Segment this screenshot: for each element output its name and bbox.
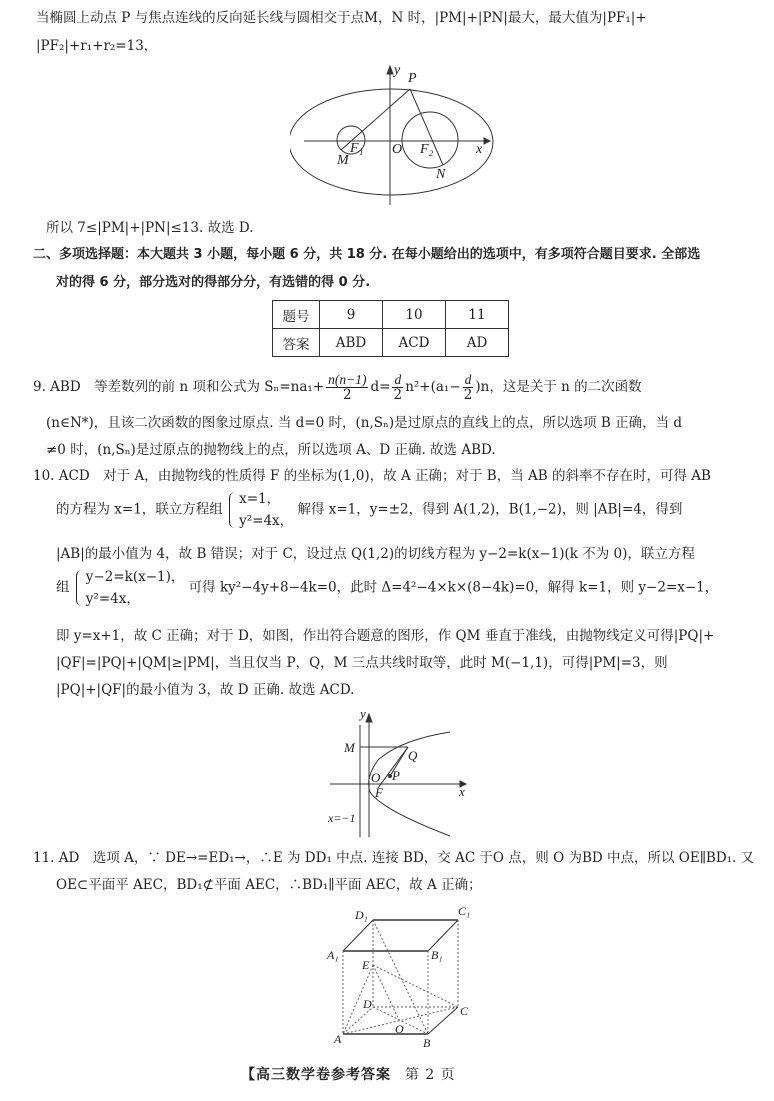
q9-line-3: ≠0 时，(n,Sₙ)是过原点的抛物线上的点，所以选项 A、D 正确. 故选 ABD. (46, 442, 496, 458)
fraction-d-over-2-b: $\frac{d}{2}$ (463, 372, 473, 403)
question-11: 11 (446, 301, 509, 329)
table-row-questions (273, 301, 509, 329)
y-arrow (366, 714, 372, 722)
label-x: x (476, 142, 483, 157)
seg-ec (373, 965, 458, 1007)
edge-bc (428, 1007, 458, 1034)
section-title-line-1: 二、多项选择题：本大题共 3 小题，每小题 6 分，共 18 分. 在每小题给出的选项中，有多项符合题目要求. 全部选 (33, 247, 701, 262)
edge-ad (343, 1007, 373, 1034)
label-c1: C₁ (458, 904, 471, 918)
equation-system-1: x=1， y²=4x， (227, 488, 293, 532)
label-f1: F₁ (350, 141, 364, 156)
question-9: 9 (320, 301, 383, 329)
label-m: M (337, 153, 349, 168)
answer-11: AD (446, 329, 509, 357)
q9-text-mid1: d= (370, 379, 391, 395)
edge-a1d1 (343, 920, 373, 951)
footer-title: 【高三数学卷参考答案 (241, 1067, 391, 1083)
x-arrow (484, 138, 490, 144)
question-10: 10 (383, 301, 446, 329)
q10-text-a: 的方程为 x=1，联立方程组 (56, 501, 223, 518)
q10-line-7: |PQ|+|QF|的最小值为 3，故 D 正确. 故选 ACD. (56, 682, 355, 698)
row-header-answer: 答案 (273, 329, 320, 357)
q10-text-c: 组 (56, 579, 70, 596)
fraction-d-over-2: $\frac{d}{2}$ (393, 372, 403, 403)
q11-line-2: OE⊂平面平 AEC，BD₁⊄平面 AEC，∴BD₁∥平面 AEC，故 A 正确； (56, 877, 482, 893)
section-title-line-2: 对的得 6 分，部分选对的得部分分，有选错的得 0 分. (56, 275, 371, 290)
label-d1: D₁ (355, 908, 368, 922)
label-n: N (436, 167, 446, 182)
label-q: Q (408, 748, 418, 763)
ellipse-figure (290, 60, 510, 210)
q10-line-4 (56, 566, 718, 610)
label-b: B (423, 1036, 431, 1050)
parabola-figure (320, 700, 500, 845)
intro-line-2: |PF₂|+r₁+r₂=13， (36, 38, 158, 54)
q10-line-2 (56, 488, 682, 532)
label-d: D (363, 997, 372, 1011)
label-a1: A₁ (327, 948, 339, 962)
q10-line-3: |AB|的最小值为 4，故 B 错误；对于 C，设过点 Q(1,2)的切线方程为 y−2=k(x−1)(k 不为 0)，联立方程 (56, 546, 695, 562)
answer-10: ACD (383, 329, 446, 357)
q9-text-mid2: n²+(a₁− (405, 379, 461, 395)
page-footer (241, 1064, 456, 1084)
q9-text-a: 9. ABD 等差数列的前 n 项和公式为 Sₙ=na₁+ (33, 379, 325, 395)
row-header-question-no: 题号 (273, 301, 320, 329)
label-p: P (408, 71, 417, 86)
label-o: O (392, 142, 403, 157)
label-directrix: x=−1 (328, 811, 356, 825)
label-o: O (371, 770, 381, 785)
equation-system-2: y−2=k(x−1)， y²=4x， (74, 566, 185, 610)
label-y: y (360, 706, 366, 721)
q9-line-2: (n∈N*)，且该二次函数的图象过原点. 当 d=0 时，(n,Sₙ)是过原点的直线上的点，所以选项 B 正确，当 d (46, 415, 683, 431)
conclusion-q8: 所以 7≤|PM|+|PN|≤13. 故选 D. (46, 220, 254, 236)
seg-eo (373, 965, 399, 1020)
label-y: y (394, 63, 401, 78)
answer-9: ABD (320, 329, 383, 357)
label-a: A (334, 1032, 342, 1046)
label-m: M (344, 740, 355, 755)
q10-line-1: 10. ACD 对于 A，由抛物线的性质得 F 的坐标为(1,0)，故 A 正确；对于 B，当 AB 的斜率不存在时，可得 AB (33, 468, 711, 484)
label-f: F (375, 785, 383, 800)
q9-text-b: )n，这是关于 n 的二次函数 (475, 379, 642, 395)
label-e: E (362, 958, 370, 972)
label-b1: B₁ (431, 948, 443, 962)
label-c: C (460, 1004, 469, 1018)
footer-page-number: 第 2 页 (404, 1067, 456, 1083)
circle-f2 (402, 112, 458, 168)
q10-text-b: 解得 x=1，y=±2，得到 A(1,2)，B(1,−2)，则 |AB|=4，得到 (297, 501, 683, 518)
q10-line-6: |QF|=|PQ|+|QM|≥|PM|，当且仅当 P，Q，M 三点共线时取等，此时 M(−1,1)，可得|PM|=3，则 (56, 655, 668, 671)
fraction-n-n-1-over-2: $\frac{n(n-1)}{2}$ (328, 372, 367, 403)
cube-figure (310, 895, 490, 1055)
edge-b1c1 (428, 920, 458, 951)
q10-line-5: 即 y=x+1，故 C 正确；对于 D，如图，作出符合题意的图形，作 QM 垂直于准线，由抛物线定义可得|PQ|+ (56, 628, 715, 644)
intro-line-1: 当椭圆上动点 P 与焦点连线的反向延长线与圆相交于点M，N 时，|PM|+|PN|最大，最大值为|PF₁|+ (36, 10, 647, 26)
q11-line-1: 11. AD 选项 A，∵ DE→=ED₁→，∴E 为 DD₁ 中点. 连接 BD，交 AC 于O 点，则 O 为BD 中点，所以 OE∥BD₁. 又 (33, 850, 755, 866)
label-o: O (395, 1022, 404, 1036)
diag-bd1 (373, 920, 428, 1034)
label-p: P (392, 768, 400, 783)
q10-text-d: 可得 ky²−4y+8−4k=0，此时 Δ=4²−4×k×(8−4k)=0，解得 k=1，则 y−2=x−1， (188, 579, 719, 596)
label-x: x (459, 784, 465, 799)
answer-table (272, 300, 509, 357)
label-f2: F₂ (420, 142, 434, 157)
y-arrow (387, 66, 393, 74)
q9-line-1 (33, 372, 642, 402)
table-row-answers (273, 329, 509, 357)
